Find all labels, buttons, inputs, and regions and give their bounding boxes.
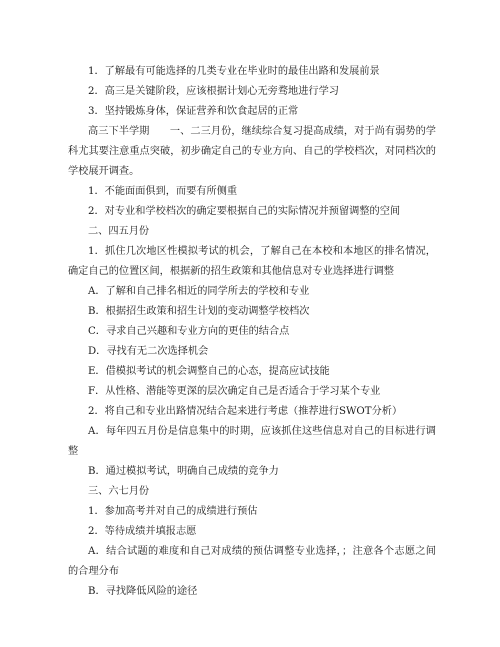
list-item: E．借模拟考试的机会调整自己的心态，提高应试技能 [88, 366, 330, 377]
list-item: 2．对专业和学校档次的确定要根据自己的实际情况并预留调整的空间 [88, 206, 401, 217]
list-item: F．从性格、潜能等更深的层次确定自己是否适合于学习某个专业 [88, 386, 381, 397]
list-item: 2．高三是关键阶段，应该根据计划心无旁骛地进行学习 [88, 86, 339, 97]
section-heading: 三、六七月份 [88, 486, 150, 497]
document-body [68, 62, 436, 602]
list-item: 2．等待成绩并填报志愿 [88, 526, 197, 537]
list-item: B．通过模拟考试，明确自己成绩的竞争力 [88, 466, 279, 477]
list-item: 1．不能面面俱到，而要有所侧重 [88, 186, 238, 197]
list-item: B．根据招生政策和招生计划的变动调整学校档次 [88, 306, 310, 317]
paragraph: 高三下半学期 一、二三月份，继续综合复习提高成绩，对于尚有弱势的学科尤其要注意重点突破，初步确定自己的专业方向、自己的学校档次，对同档次的学校展开调查。 [68, 126, 436, 177]
paragraph: 1．抓住几次地区性模拟考试的机会，了解自己在本校和本地区的排名情况，确定自己的位置区间，根据新的招生政策和其他信息对专业选择进行调整 [68, 246, 436, 277]
list-item: 1．参加高考并对自己的成绩进行预估 [88, 506, 258, 517]
section-heading: 二、四五月份 [88, 226, 150, 237]
list-item: B．寻找降低风险的途径 [88, 586, 198, 597]
list-item: 2．将自己和专业出路情况结合起来进行考虑（推荐进行SWOT分析） [88, 406, 403, 417]
list-item: D．寻找有无二次选择机会 [88, 346, 209, 357]
list-item: C．寻求自己兴趣和专业方向的更佳的结合点 [88, 326, 290, 337]
paragraph: A．每年四五月份是信息集中的时期，应该抓住这些信息对自己的目标进行调整 [68, 426, 436, 457]
paragraph: A．结合试题的难度和自己对成绩的预估调整专业选择，；注意各个志愿之间的合理分布 [68, 546, 436, 577]
list-item: 1．了解最有可能选择的几类专业在毕业时的最佳出路和发展前景 [88, 66, 380, 77]
list-item: 3．坚持锻炼身体，保证营养和饮食起居的正常 [88, 106, 299, 117]
list-item: A．了解和自己排名相近的同学所去的学校和专业 [88, 286, 310, 297]
